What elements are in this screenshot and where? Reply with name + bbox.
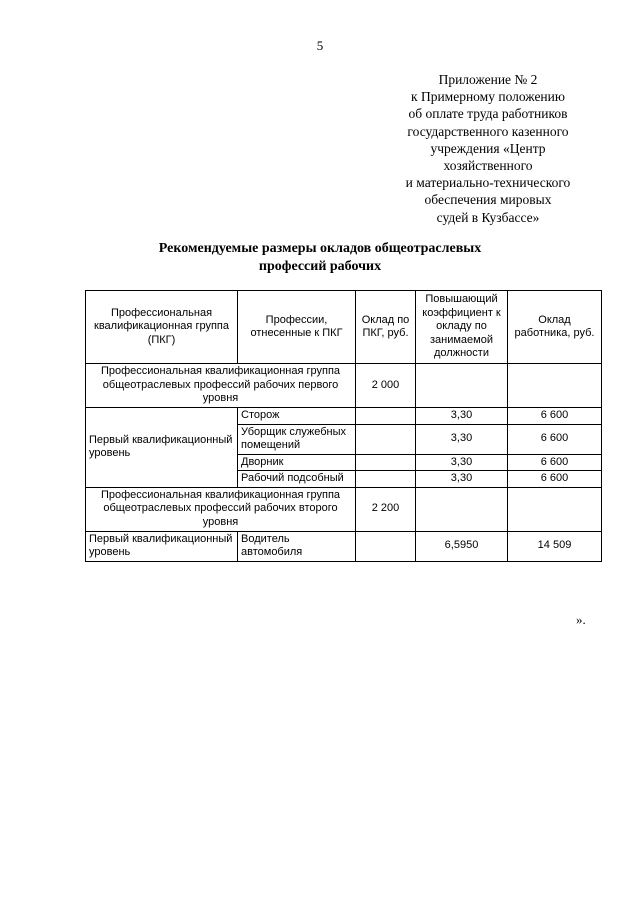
empty-cell (356, 531, 416, 561)
empty-cell (356, 424, 416, 454)
coefficient-cell: 3,30 (416, 454, 508, 471)
header-coefficient: Повышающий коэффициент к окладу по занимаемой должности (416, 291, 508, 364)
worker-salary-cell: 6 600 (508, 454, 602, 471)
profession-cell: Водитель автомобиля (238, 531, 356, 561)
header-group: Профессиональная квалификационная группа (ПКГ) (86, 291, 238, 364)
appendix-line: судей в Кузбассе» (436, 209, 540, 225)
worker-salary-cell: 6 600 (508, 471, 602, 488)
group-name: Профессиональная квалификационная группа общеотраслевых профессий рабочих второго уровня (86, 487, 356, 531)
title-line-1: Рекомендуемые размеры окладов общеотраслевых (158, 241, 482, 256)
group-salary: 2 000 (356, 364, 416, 408)
empty-cell (508, 364, 602, 408)
empty-cell (356, 471, 416, 488)
appendix-line: учреждения «Центр (430, 140, 546, 156)
header-worker-salary: Оклад работника, руб. (508, 291, 602, 364)
group-row (86, 364, 602, 408)
appendix-caption (380, 71, 596, 226)
profession-cell: Рабочий подсобный (238, 471, 356, 488)
table-row (86, 408, 602, 425)
table-row (86, 531, 602, 561)
header-professions: Профессии, отнесенные к ПКГ (238, 291, 356, 364)
qualification-level: Первый квалификационный уровень (86, 408, 238, 488)
appendix-line: хозяйственного (443, 158, 533, 174)
salary-table (85, 290, 602, 562)
worker-salary-cell: 6 600 (508, 424, 602, 454)
empty-cell (356, 454, 416, 471)
profession-cell: Дворник (238, 454, 356, 471)
document-title (0, 240, 640, 276)
closing-quote: ». (576, 612, 586, 627)
coefficient-cell: 3,30 (416, 424, 508, 454)
coefficient-cell: 3,30 (416, 408, 508, 425)
title-line-2: профессий рабочих (258, 259, 382, 274)
empty-cell (356, 408, 416, 425)
appendix-line: к Примерному положению (411, 89, 565, 105)
appendix-line: обеспечения мировых (424, 192, 552, 208)
appendix-line: государственного казенного (407, 123, 569, 139)
page-number: 5 (316, 38, 324, 53)
appendix-line: и материально-технического (405, 175, 571, 191)
header-pkg-salary: Оклад по ПКГ, руб. (356, 291, 416, 364)
group-row (86, 487, 602, 531)
table-header-row (86, 291, 602, 364)
coefficient-cell: 3,30 (416, 471, 508, 488)
profession-cell: Сторож (238, 408, 356, 425)
qualification-level: Первый квалификационный уровень (86, 531, 238, 561)
worker-salary-cell: 6 600 (508, 408, 602, 425)
appendix-line: об оплате труда работников (408, 106, 568, 122)
empty-cell (416, 487, 508, 531)
empty-cell (508, 487, 602, 531)
group-name: Профессиональная квалификационная группа общеотраслевых профессий рабочих первого уровня (86, 364, 356, 408)
coefficient-cell: 6,5950 (416, 531, 508, 561)
group-salary: 2 200 (356, 487, 416, 531)
profession-cell: Уборщик служебных помещений (238, 424, 356, 454)
empty-cell (416, 364, 508, 408)
appendix-line: Приложение № 2 (438, 72, 538, 87)
worker-salary-cell: 14 509 (508, 531, 602, 561)
